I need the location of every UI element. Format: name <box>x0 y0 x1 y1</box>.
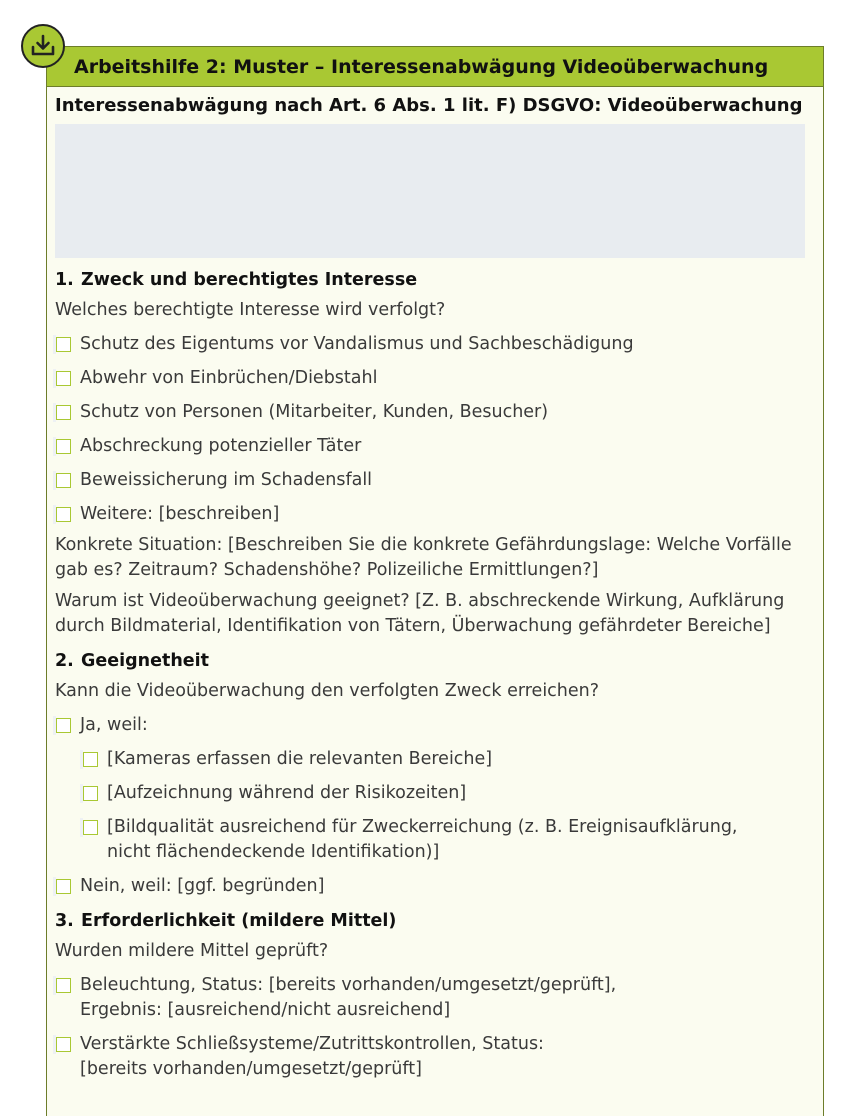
checkbox-icon[interactable] <box>56 337 71 352</box>
download-icon[interactable] <box>21 24 65 68</box>
checkbox-label: Abwehr von Einbrüchen/Diebstahl <box>80 368 378 388</box>
checkbox-option-no[interactable] <box>55 874 816 899</box>
worksheet-subtitle: Interessenabwägung nach Art. 6 Abs. 1 lit. F) DSGVO: Videoüberwachung <box>55 95 803 116</box>
checkbox-option[interactable] <box>55 366 816 391</box>
download-arrow-icon <box>30 34 56 58</box>
page-title: Arbeitshilfe 2: Muster – Interessenabwägung Videoüberwachung <box>74 55 769 78</box>
checkbox-icon[interactable] <box>56 371 71 386</box>
suitability-text: Warum ist Videoüberwachung geeignet? [Z. B. abschreckende Wirkung, Aufklärung durch Bildmaterial, Identifikation von Tätern, Überwachung gefährdeter Bereiche] <box>55 591 785 636</box>
question-text: Wurden mildere Mittel geprüft? <box>55 941 329 961</box>
checkbox-label: Ja, weil: <box>80 715 148 735</box>
checkbox-icon[interactable] <box>56 1037 71 1052</box>
checkbox-icon[interactable] <box>56 439 71 454</box>
checkbox-label: [Bildqualität ausreichend für Zweckerreichung (z. B. Ereignisaufklärung, nicht flächendeckende Identifikation)] <box>107 817 738 862</box>
checkbox-icon[interactable] <box>56 718 71 733</box>
checkbox-option[interactable] <box>55 332 816 357</box>
checkbox-icon[interactable] <box>83 820 98 835</box>
checkbox-label: Abschreckung potenzieller Täter <box>80 436 362 456</box>
section-heading-necessity <box>55 909 816 933</box>
checkbox-option[interactable] <box>55 400 816 425</box>
section-number: 2. <box>55 651 74 671</box>
checkbox-option[interactable] <box>55 973 816 1023</box>
checkbox-option-yes[interactable] <box>55 713 816 738</box>
checkbox-label: [Aufzeichnung während der Risikozeiten] <box>107 783 467 803</box>
checkbox-option[interactable] <box>55 434 816 459</box>
section-number: 1. <box>55 270 74 290</box>
checkbox-label: [Kameras erfassen die relevanten Bereiche] <box>107 749 493 769</box>
checkbox-label: Schutz von Personen (Mitarbeiter, Kunden, Besucher) <box>80 402 549 422</box>
title-bar <box>47 47 823 87</box>
checkbox-label: Beleuchtung, Status: [bereits vorhanden/umgesetzt/geprüft], Ergebnis: [ausreichend/nicht ausreichend] <box>80 975 617 1020</box>
checkbox-icon[interactable] <box>56 879 71 894</box>
checkbox-icon[interactable] <box>56 405 71 420</box>
worksheet-content <box>47 95 823 1082</box>
image-placeholder <box>55 124 805 258</box>
checkbox-option[interactable] <box>82 747 816 772</box>
section-title: Geeignetheit <box>81 651 210 671</box>
section-heading-purpose <box>55 268 816 292</box>
checkbox-option[interactable] <box>82 815 816 865</box>
section-number: 3. <box>55 911 74 931</box>
checkbox-option[interactable] <box>82 781 816 806</box>
section-title: Erforderlichkeit (mildere Mittel) <box>81 911 397 931</box>
checkbox-label: Beweissicherung im Schadensfall <box>80 470 373 490</box>
situation-text: Konkrete Situation: [Beschreiben Sie die konkrete Gefährdungslage: Welche Vorfälle gab es? Zeitraum? Schadenshöhe? Polizeiliche Ermittlungen?] <box>55 535 792 580</box>
checkbox-label: Schutz des Eigentums vor Vandalismus und Sachbeschädigung <box>80 334 634 354</box>
question-text: Welches berechtigte Interesse wird verfolgt? <box>55 300 446 320</box>
checkbox-option[interactable] <box>55 502 816 527</box>
checkbox-icon[interactable] <box>56 507 71 522</box>
checkbox-label: Nein, weil: [ggf. begründen] <box>80 876 325 896</box>
question-text: Kann die Videoüberwachung den verfolgten Zweck erreichen? <box>55 681 600 701</box>
checkbox-icon[interactable] <box>83 786 98 801</box>
checkbox-label: Weitere: [beschreiben] <box>80 504 280 524</box>
section-title: Zweck und berechtigtes Interesse <box>81 270 418 290</box>
checkbox-label: Verstärkte Schließsysteme/Zutrittskontrollen, Status: [bereits vorhanden/umgesetzt/geprüft] <box>80 1034 544 1079</box>
checkbox-icon[interactable] <box>56 473 71 488</box>
checkbox-option[interactable] <box>55 1032 816 1082</box>
worksheet-frame <box>46 46 824 1116</box>
checkbox-icon[interactable] <box>56 978 71 993</box>
checkbox-option[interactable] <box>55 468 816 493</box>
checkbox-icon[interactable] <box>83 752 98 767</box>
section-heading-suitability <box>55 649 816 673</box>
